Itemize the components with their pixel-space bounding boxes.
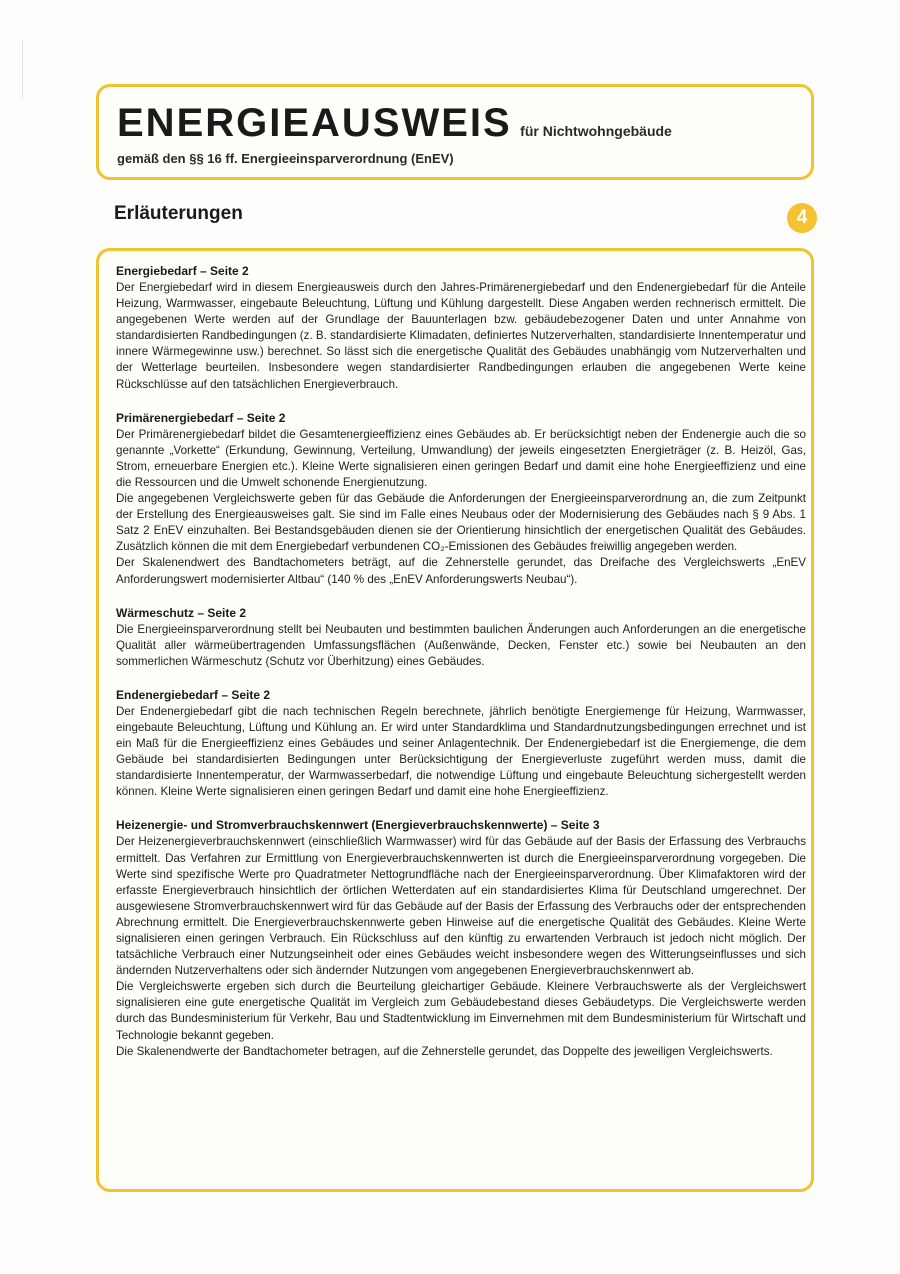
section-paragraph: Der Endenergiebedarf gibt die nach technischen Regeln berechnete, jährlich benötigte Energiemenge für Heizung, Warmwasser, eingebaute Beleuchtung, Lüftung und Kühlung an. Er wird unter Standardklima und Standardnutzungsbedingungen errechnet und ist ein Maß für die Energieeffizienz eines Gebäudes und seiner Anlagentechnik. Der Endenergiebedarf ist die Energiemenge, die dem Gebäude bei standardisierten Bedingungen unter Berücksichtigung der Energieverluste zugeführt werden muss, damit die standardisierte Innentemperatur, der Warmwasserbedarf, die notwendige Lüftung und eingebaute Beleuchtung sichergestellt werden können. Kleine Werte signalisieren einen geringen Bedarf und damit eine hohe Energieeffizienz.	[116, 704, 806, 799]
section-energiebedarf	[116, 263, 806, 393]
section-paragraph: Die Vergleichswerte ergeben sich durch die Beurteilung gleichartiger Gebäude. Kleinere Verbrauchswerte als der Vergleichswert signalisieren eine gute energetische Qualität im Vergleich zum Gebäudebestand dieses Gebäudetyps. Die Vergleichswerte werden durch das Bundesministerium für Verkehr, Bau und Stadtentwicklung im Einvernehmen mit dem Bundesministerium für Wirtschaft und Technologie bekannt gegeben.	[116, 980, 806, 1042]
scan-edge-mark	[22, 40, 23, 98]
section-heading: Primärenergiebedarf – Seite 2	[116, 410, 286, 425]
section-paragraph: Der Heizenergieverbrauchskennwert (einschließlich Warmwasser) wird für das Gebäude auf der Basis der Erfassung des Verbrauchs ermittelt. Das Verfahren zur Ermittlung von Energieverbrauchskennwerten ist durch die Energieeinsparverordnung vorgegeben. Die Werte sind spezifische Werte pro Quadratmeter Nettogrundfläche nach der Energieeinsparverordnung. Über Klimafaktoren wird der erfasste Energieverbrauch hinsichtlich der örtlichen Wetterdaten auf ein standardisiertes Klima für Deutschland umgerechnet. Der ausgewiesene Stromverbrauchskennwert wird für das Gebäude auf der Basis der Erfassung des Verbrauchs oder der entsprechenden Abrechnung ermittelt. Die Energieverbrauchskennwerte geben Hinweise auf die energetische Qualität des Gebäudes. Kleine Werte signalisieren einen geringen Verbrauch. Ein Rückschluss auf den künftig zu erwartenden Verbrauch ist jedoch nicht möglich. Der tatsächliche Verbrauch einer Nutzungseinheit oder eines Gebäudes weicht insbesondere wegen des Witterungseinflusses und sich ändernden Nutzerverhaltens oder sich ändernder Nutzungen vom angegebenen Energieverbrauchskennwert ab.	[116, 835, 806, 978]
document-title-suffix: für Nichtwohngebäude	[520, 123, 672, 139]
page-section-title: Erläuterungen	[114, 203, 243, 224]
document-subtitle: gemäß den §§ 16 ff. Energieeinsparverordnung (EnEV)	[117, 151, 454, 166]
explanations-content	[116, 263, 806, 1077]
document-title: ENERGIEAUSWEIS	[117, 101, 512, 145]
section-heading: Wärmeschutz – Seite 2	[116, 605, 247, 620]
section-heading: Endenergiebedarf – Seite 2	[116, 687, 271, 702]
section-verbrauchskennwerte	[116, 817, 806, 1059]
section-endenergiebedarf	[116, 687, 806, 801]
section-waermeschutz	[116, 605, 806, 670]
section-paragraph: Der Skalenendwert des Bandtachometers beträgt, auf die Zehnerstelle gerundet, das Dreifache des Vergleichswerts „EnEV Anforderungswert modernisierter Altbau“ (140 % des „EnEV Anforderungswerts Neubau“).	[116, 556, 806, 586]
section-paragraph: Die angegebenen Vergleichswerte geben für das Gebäude die Anforderungen der Energieeinsparverordnung an, die zum Zeitpunkt der Erstellung des Energieausweises galt. Sie sind im Falle eines Neubaus oder der Modernisierung des Gebäudes nach § 9 Abs. 1 Satz 2 EnEV einzuhalten. Bei Bestandsgebäuden dienen sie der Orientierung hinsichtlich der energetischen Qualität des Gebäudes. Zusätzlich können die mit dem Energiebedarf verbundenen CO₂-Emissionen des Gebäudes freiwillig angegeben werden.	[116, 492, 806, 554]
page-number-badge: 4	[787, 203, 817, 233]
section-paragraph: Die Energieeinsparverordnung stellt bei Neubauten und bestimmten baulichen Änderungen auch Anforderungen an die energetische Qualität aller wärmeübertragenden Umfassungsflächen (Außenwände, Decken, Fenster etc.) sowie bei Neubauten an den sommerlichen Wärmeschutz (Schutz vor Überhitzung) eines Gebäudes.	[116, 622, 806, 668]
section-primaerenergiebedarf	[116, 410, 806, 588]
section-paragraph: Der Primärenergiebedarf bildet die Gesamtenergieeffizienz eines Gebäudes ab. Er berücksichtigt neben der Endenergie auch die so genannte „Vorkette“ (Erkundung, Gewinnung, Verteilung, Umwandlung) der jeweils eingesetzten Energieträger (z. B. Heizöl, Gas, Strom, erneuerbare Energien etc.). Kleine Werte signalisieren einen geringen Bedarf und damit eine hohe Energieeffizienz und eine die Ressourcen und die Umwelt schonende Energienutzung.	[116, 427, 806, 489]
section-heading: Energiebedarf – Seite 2	[116, 264, 249, 278]
document-header	[96, 84, 814, 180]
title-line	[117, 101, 672, 146]
explanations-box	[96, 248, 814, 1192]
section-paragraph: Die Skalenendwerte der Bandtachometer betragen, auf die Zehnerstelle gerundet, das Doppelte des jeweiligen Vergleichswerts.	[116, 1044, 773, 1058]
section-heading: Heizenergie- und Stromverbrauchskennwert (Energieverbrauchskennwerte) – Seite 3	[116, 818, 600, 833]
section-paragraph: Der Energiebedarf wird in diesem Energieausweis durch den Jahres-Primärenergiebedarf und den Endenergiebedarf für die Anteile Heizung, Warmwasser, eingebaute Beleuchtung, Lüftung und Kühlung dargestellt. Diese Angaben werden rechnerisch ermittelt. Die angegebenen Werte werden auf der Grundlage der Bauunterlagen bzw. gebäudebezogener Daten und unter Annahme von standardisierten Randbedingungen (z. B. standardisierte Klimadaten, definiertes Nutzerverhalten, standardisierte Innentemperatur und innere Wärmegewinne usw.) berechnet. So lässt sich die energetische Qualität des Gebäudes unabhängig vom Nutzerverhalten und der Wetterlage beurteilen. Insbesondere wegen standardisierter Randbedingungen erlauben die angegebenen Werte keine Rückschlüsse auf den tatsächlichen Energieverbrauch.	[116, 281, 806, 391]
